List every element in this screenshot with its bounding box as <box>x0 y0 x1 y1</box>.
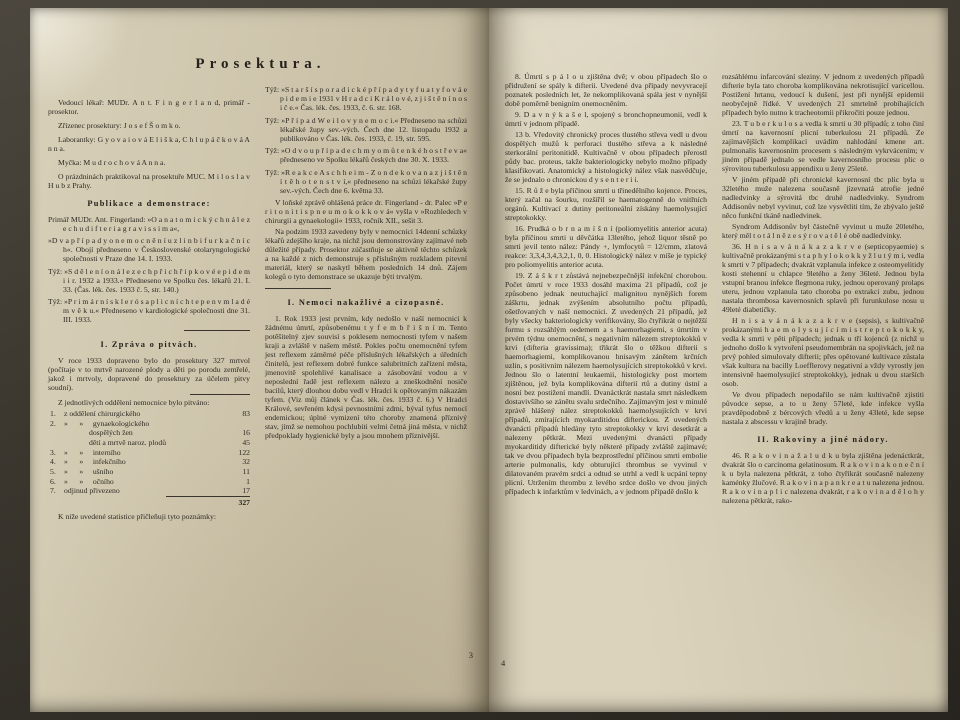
section-divider <box>184 330 250 331</box>
row-number: 6. <box>50 476 56 486</box>
table-row <box>50 448 250 458</box>
publication-entry: Týž: »P ř í p a d W e i l o v y n e m o c i.« Předneseno na schůzi lékařské župy sev.-vých. Čech dne 12. listopadu 1932 a publikováno v Čas. lék. čes. 1933, č. 19, str. 595. <box>265 115 467 143</box>
row-value: 32 <box>242 457 250 467</box>
row-number: 5. <box>50 466 56 476</box>
table-row <box>50 428 250 438</box>
disease-paragraph: rozsáhlému infarcování sleziny. V jednom z uvedených případů difterie byla tato choroba komplikována nekrotisující varicellou. Postižení hrtanu, vedoucí k dušení, jest při nynější epidemii neobyčejně řídké. V uvedených 21 smrtelně probíhajících případech bylo nutno k tracheotomii přikročiti pouze jednou. <box>722 72 924 117</box>
row-value <box>220 419 250 429</box>
notes-intro: K níže uvedené statistice přičleňuji tyto poznámky: <box>58 512 216 522</box>
left-page-column-1 <box>48 85 250 523</box>
tumors-heading: II. Rakoviny a jiné nádory. <box>757 435 889 444</box>
right-page-column-2 <box>722 72 924 507</box>
table-row <box>50 438 250 448</box>
disease-paragraph: H n i s a v á n á k a z a k r v e (sepsis), s kultivačně prokázanými h a e m o l y s u j í c í m i s t r e p t o k o k k y, vedla k smrti v pěti případech; jednak u tří kojenců (z nichž u jednoho došlo k vytvoření pseudomembrán na spojivkách, jež na prvý pohled simulovaly difterii; přes opětované kultivace zůstala však kultura na bacilly Loefflerovy negativní a vždy vyrostly jen intensivně haemolysující streptokokky), jednak u dvou starších osob. <box>722 316 924 388</box>
row-number <box>50 438 64 448</box>
section-divider <box>190 394 250 395</box>
row-value: 83 <box>242 409 250 419</box>
row-value: 1 <box>246 476 250 486</box>
table-total-row <box>50 496 250 508</box>
table-row <box>50 486 250 496</box>
staff-line: Zřízenec prosektury: J o s e f Š o m k o. <box>58 121 181 130</box>
disease-paragraph: V jiném případě při chronické kavernosní tbc plic byla u 32letého muže nalezena současně jízevnatá atrofie jedné nadledvinky a sýrovitá tbc druhé nadledvinky. Syndrom Addisonův nebyl vyvinut, což lze vysvětliti tím, že zbývalo ještě něco funkční tkáně nadledvinek. <box>722 175 924 220</box>
right-page-columns <box>505 72 930 507</box>
table-row <box>50 419 250 429</box>
row-value: 45 <box>242 438 250 448</box>
row-value: 17 <box>242 486 250 496</box>
row-label: z oddělení chirurgického <box>64 409 141 419</box>
publication-entry: Týž: »S d ě l e n í o n á l e z e c h p ř i c h ř i p k o v é e p i d e m i i r. 1932 a 1933.« Předneseno ve Spolku čes. lékařů 21. I. 33. (Čas. lék. čes. 1933 č. 5, str. 140.) <box>48 266 250 294</box>
disease-paragraph: Ve dvou případech nepodařilo se nám kultivačně zjistiti původce sepse, a to u ženy 57leté, kde infekce vyšla pravděpodobně z bércových vředů a u ženy 43leté, kde sepse nastala z abscessu v krajině brady. <box>722 390 924 426</box>
row-label: » » interního <box>64 447 121 457</box>
publication-entry: Primář MUDr. Ant. Fingerland: »O a n a t o m i c k ý c h n á l e z e c h u d i f t e r i a g r a v i s s i m a«, <box>48 214 250 233</box>
row-value: 16 <box>242 428 250 438</box>
staff-line: Myčka: M u d r o c h o v á A n n a. <box>58 158 166 167</box>
infectious-diseases-heading: I. Nemoci nakažlivé a cizopasné. <box>287 298 445 307</box>
staff-line: Laborantky: G y o v a i o v á E l i š k a, C h l u p á č k o v á A n n a. <box>48 135 250 153</box>
autopsy-statistics-table <box>50 409 250 507</box>
disease-paragraph: 19. Z á š k r t zůstává nejnebezpečnější infekční chorobou. Počet úmrtí v roce 1933 dosáhl maxima 21 případů, což je způsobeno jednak neutuchající malignitou nynějších forem záškrtu, jednak zvýšením absolutního počtu případů, ošetřovaných v naší nemocnici. Z uvedených 21 případů, jež byly všecky bakteriologicky verifikovány, šlo čtyřikrát o nejtěžší formu s rozsáhlým oedemem a s haemorhagiemi, s úmrtím v prvém týdnu onemocnění, s negativním nálezem streptokokků v krvi (difteria gravissima); třikrát šlo o těžkou difterii s haemorhagiemi, komplikovanou hnisavým zánětem krčních uzlin, s positivním nálezem haemolysujících streptokokků v krvi. Jednou šlo o latentní leukaemii, histologicky post mortem zjištěnou, jež byla komplikována difterií rtů a dutiny ústní a nosní bez postižení mandlí. Dvanáctkrát nastala smrt následkem dostavivšího se zánětu svalu srdečního. Zajímavým jest v minulé zprávě hlášený nález streptokokků haemolysujících v krvi případů, zmírajících myokarditidou difterickou. Z uvedených dvanácti případů hledány tyto streptokokky v krvi desetkrát a nalezeny pětkrát. Mezi uvedenými dvanácti případy myokarditidy difterické byly některé případy zvláště zajímavé; tak ve dvou případech byla bezprostřední příčinou smrti embolie arterie pulmonalis, kdy obturující thrombus se vyvinul v dilatovaném pravém srdci a odtud se utrhl a vedl k ucpání tepny plicní. Utržením thrombu z levého srdce došlo ve dvou jiných případech k infarktům v ledvinách, a v jednom případě došlo k <box>505 271 707 496</box>
page-number: 4 <box>501 658 506 668</box>
table-row <box>50 477 250 487</box>
row-number: 4. <box>50 457 56 467</box>
row-label: » » ušního <box>64 466 114 476</box>
page-number: 3 <box>468 650 473 660</box>
section-divider <box>265 288 331 289</box>
autopsy-paragraph: V roce 1933 dopraveno bylo do prosektury 327 mrtvol (počítaje v to mrtvě narozené plody a děti po porodu zemřelé, jakož i mrtvoly, dopravené do prosektury za účelem pitvy soudní). <box>48 356 250 393</box>
publication-entry: Týž: »S t a r š í s p o r a d i c k é p ř í p a d y t y f u a t y f o v á e p i d e m i e 1931 v H r a d c i K r á l o v é, z j i š t ě n í n o s i č e.« Čas. lék. čes. 1933, č. 6. str. 168. <box>265 85 467 112</box>
row-number: 3. <box>50 447 56 457</box>
publications-heading: Publikace a demonstrace: <box>87 199 211 208</box>
disease-paragraph: 36. H n i s a v á n á k a z a k r v e (septicopyaemie) s kultivačně prokázanými s t a p h y l o k o k k y ž l u t ý m i, vedla k smrti v 7 případech; dvakrát vzplanula infekce z osteomyelitidy kosti stehenní u chlapce 9letého a ženy 36leté. Jednou byla vstupní branou infekce flegmona ruky, jednou operovaný prolaps uteru, jednou vzplanula tato choroba po extrakci zubu, jednou nastala thrombosa kavernosních splavů při furunkulose nosu u 49leté diabetičky. <box>722 242 924 314</box>
row-label: odjinud přivezeno <box>64 486 120 496</box>
staff-line: O prázdninách praktikoval na prosektuře MUC. M i l o s l a v H u b z Prahy. <box>48 172 250 190</box>
row-value: 11 <box>242 466 250 476</box>
row-label: » » gynaekologického <box>64 418 150 428</box>
disease-paragraph: 23. T u b e r k u l o s a vedla k smrti u 30 případů; z toho činí úmrtí na kavernosní plicní tuberkulosu 21 případů. Ze zajímavějších komplikací uvádím nahlodání kmene art. pulmonalis kavernosním procesem s následným vykrvácením; v jiném případě jednalo se vedle kavernosního procesu plic o sýrovitou tuberkulosu appendixu u ženy 25leté. <box>722 119 924 173</box>
disease-paragraph: 8. Úmrtí s p á l o u zjištěna dvě; v obou případech šlo o přidružení se spály k difterii. Uvedené dva případy nevyvracejí poznatek posledních let, že nekomplikovaná spála jest v nynější době poměrně benigním onemocněním. <box>505 72 707 108</box>
row-label: » » infekčního <box>64 457 126 467</box>
row-label: dospělých žen <box>64 428 133 438</box>
page-left <box>30 8 489 712</box>
left-page-columns <box>48 85 473 523</box>
disease-paragraph: 46. R a k o v i n a ž a l u d k u byla zjištěna jedenáctkrát, dvakrát šlo o carcinoma gelatinosum. R a k o v i n a k o n e č n í k u byla nalezena pětkrát, z toho čtyřikrát současně nalezeny kaménky žlučové. R a k o v i n a p a n k r e a t u nalezena jednou. R a k o v i n a p l i c nalezena dvakrát, r a k o v i n a d ě l o h y nalezena pětkrát, rako- <box>722 450 924 505</box>
publication-entry: Týž: »O d v o u p ř í p a d e c h m y o m ů t e n k é h o s t ř e v a« předneseno ve Spolku lékařů českých dne 30. X. 1933. <box>265 146 467 164</box>
row-value: 122 <box>238 447 250 457</box>
body-paragraph: V loňské zprávě ohlášená práce dr. Fingerland - dr. Palec »P e r i t o n i t i s p n e u m o k o k k o v á« vyšla v »Rozhledech v chirurgii a gynaekologii« 1933, ročník XII., sešit 3. <box>265 198 467 225</box>
autopsy-report-heading: I. Zpráva o pitvách. <box>100 340 198 350</box>
row-number: 7. <box>50 486 56 496</box>
disease-paragraph: 15. R ů ž e byla příčinou smrti u třinedělního kojence. Proces, který začal na šourku, rozšířil se haematogenně do vnitřních orgánů. Kultivací z dutiny peritoneální získány haemolysující streptokokky. <box>505 186 707 222</box>
row-label: » » očního <box>64 476 114 486</box>
disease-paragraph: 16. Prudká o b r n a m í š n í (poliomyelitis anterior acuta) byla příčinou smrti u děvčátka 13letého, jehož liquor těsně po smrti jevil tento nález: Pándy +, lymfocytů = 12/cmm, zlatová reakce: 3,3,4,3,4,3,2,1, 0, 0. Histologický nález v míše je typický pro poliomyelitis anterior acuta. <box>505 224 707 269</box>
staff-line: Vedoucí lékař: MUDr. A n t. F i n g e r l a n d, primář - prosektor. <box>48 98 250 116</box>
publication-entry: »D v a p ř í p a d y o n e m o c n ě n í u z l i n b i f u r k a č n í c h«. Obojí předneseno v Československé otolaryngologické společnosti v Praze dne 14. I. 1933. <box>48 236 250 264</box>
page-title: Prosektura. <box>195 56 326 72</box>
row-label: dětí a mrtvě naroz. plodů <box>64 438 167 448</box>
row-number: 2. <box>50 418 56 428</box>
table-row <box>50 467 250 477</box>
row-number: 1. <box>50 409 56 419</box>
publication-entry: Týž: »P r i m á r n í s k l e r ó s a p l i c n í c h t e p e n v m l a d é m v ě k u.« Předneseno v kardiologické společnosti dne 31. III. 1933. <box>48 297 250 325</box>
body-paragraph: 1. Rok 1933 jest prvním, kdy nedošlo v naší nemocnici k žádnému úmrtí, způsobenému t y f e m b ř i š n í m. Tento potěšitelný zjev souvisí s poklesem nemocnosti tyfem v našem kraji a zvláště v našem městě. Pokles počtu onemocnění tyfem jest reflexem záměrné péče příslušných lékařských a úředních činitelů, jest reflexem dobré funkce salubritních zařízení města, jmenovitě spolehlivé kanalisace a zásobování vodou a v neposlední řadě jest reflexem nálezu a zneškodnění nosiče bacilů, který dlouhou dobu vedl v Hradci k opětovaným nákazám tyfem. (Viz můj článek v Čas. lék. čes. 1933 č. 6.) V Hradci Králové, sevřeném kdysi pevnostními zdmi, býval tyfus nemocí endemickou; úplné vymizení této choroby znamená příznivý stav, jímž se nemohou pochlubiti velmi četná jiná města, v nichž předpoklady hygienické byly a jsou mnohem příznivější. <box>265 313 467 440</box>
row-number <box>50 428 64 438</box>
disease-paragraph: Syndrom Addisonův byl částečně vyvinut u muže 20letého, který měl t o t á l n ě z e s ý r o v a t ě l é obě nadledvinky. <box>722 222 924 240</box>
page-right <box>489 8 948 712</box>
publication-entry: Týž: »R e a k c e A s c h h e i m - Z o n d e k o v a n a z j i š t ě n í t ě h o t e n s t v í,« předneseno na schůzi lékařské župy sev.-vých. Čech dne 6. května 33. <box>265 167 467 195</box>
right-page-column-1 <box>505 72 707 507</box>
total-value: 327 <box>166 496 250 508</box>
table-row <box>50 457 250 467</box>
disease-paragraph: 13 b. Vředovitý chronický proces tlustého střeva vedl u dvou dospělých mužů k perforaci tlustého střeva a k následné sterkorální peritonitidě. Kultivačně v obou případech přerostl půdy bac. proteus, takže bakteriologicky nebylo možno případy klasifikovati. Anatomický a histologický nález však nasvědčuje, že se jednalo o chronickou d y s e n t e r i i. <box>505 130 707 184</box>
body-paragraph: Na podzim 1933 zavedeny byly v nemocnici 14denní schůzky lékařů zdejšího kraje, na nichž jsou demonstrovány zajímavé neb důležité případy. Prosektor zúčastňuje se aktivně těchto schůzek a na každé z nich demonstruje s příslušným rozkladem pitevní materiál, který se naskytl během posledních 14 dnů. Zájem kolegů o tyto demonstrace se ukazuje býti trvalým. <box>265 227 467 281</box>
book-spread <box>30 8 948 712</box>
disease-paragraph: 9. D a v n ý k a š e l, spojený s bronchopneumonií, vedl k úmrtí v jednom případě. <box>505 110 707 128</box>
table-row <box>50 409 250 419</box>
left-page-column-2 <box>265 85 467 523</box>
autopsy-paragraph: Z jednotlivých oddělení nemocnice bylo pitváno: <box>58 398 210 408</box>
